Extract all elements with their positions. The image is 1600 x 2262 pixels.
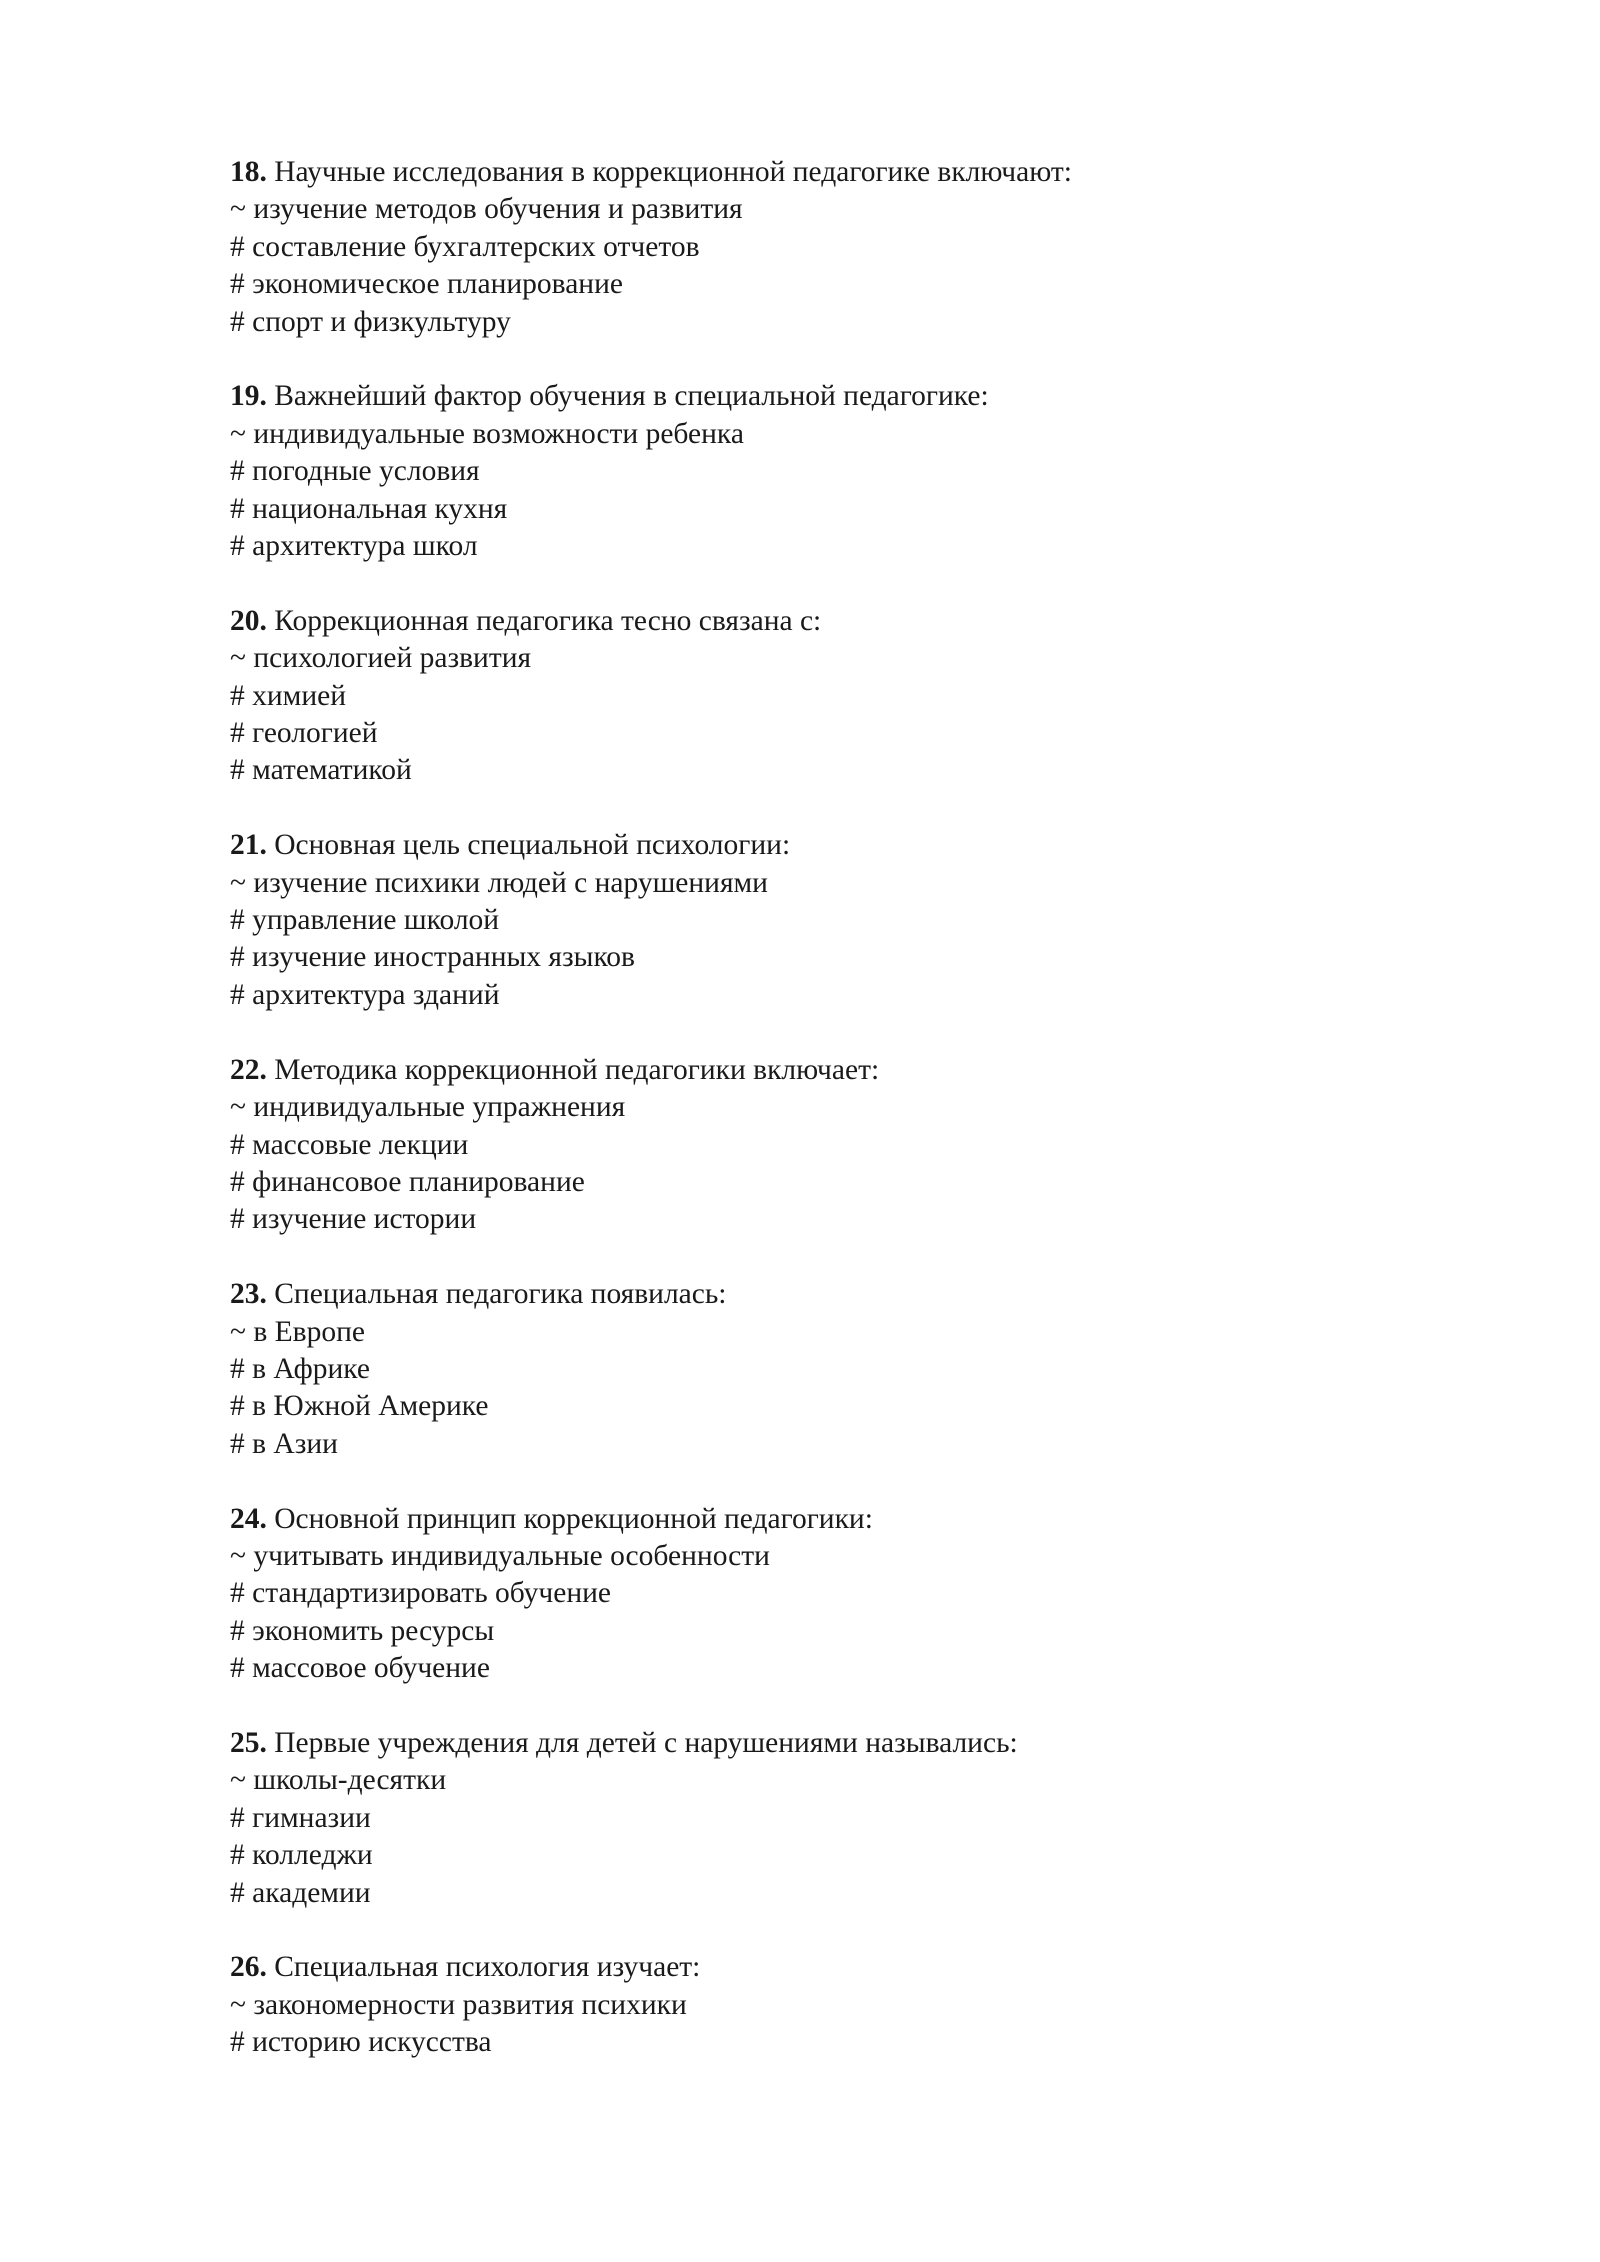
question-text: Основная цель специальной психологии: [274, 829, 791, 862]
question-number: 18. [230, 156, 267, 188]
answer-option: # управление школой [230, 904, 500, 937]
answer-option: # изучение иностранных языков [230, 941, 635, 974]
question-21 [230, 827, 1430, 1014]
question-heading [230, 1725, 1430, 1762]
question-text: Методика коррекционной педагогики включает: [274, 1053, 880, 1086]
answer-option: # стандартизировать обучение [230, 1577, 612, 1610]
answer-option: # в Южной Америке [230, 1390, 489, 1423]
answer-option: ~ закономерности развития психики [230, 1988, 687, 2021]
document-page [230, 154, 1430, 2099]
answer-option: # составление бухгалтерских отчетов [230, 230, 700, 263]
question-22 [230, 1052, 1430, 1239]
answer-option: # массовые лекции [230, 1128, 469, 1161]
answer-option: ~ изучение методов обучения и развития [230, 193, 743, 226]
question-18 [230, 154, 1430, 341]
question-19 [230, 378, 1430, 565]
question-text: Научные исследования в коррекционной педагогике включают: [274, 156, 1072, 188]
answer-option: # архитектура зданий [230, 978, 500, 1011]
answer-option: # экономическое планирование [230, 268, 623, 301]
answer-option: # архитектура школ [230, 530, 478, 563]
question-heading [230, 827, 1430, 864]
answer-option: ~ психологией развития [230, 642, 532, 675]
question-number: 24. [230, 1502, 267, 1535]
answer-option: # национальная кухня [230, 492, 508, 525]
question-heading [230, 1501, 1430, 1538]
answer-option: # историю искусства [230, 2026, 492, 2059]
answer-option: # гимназии [230, 1801, 371, 1834]
question-text: Важнейший фактор обучения в специальной педагогике: [274, 380, 989, 413]
question-23 [230, 1276, 1430, 1463]
question-text: Коррекционная педагогика тесно связана с: [274, 604, 822, 637]
question-text: Специальная педагогика появилась: [274, 1278, 727, 1311]
answer-option: # в Африке [230, 1352, 370, 1385]
question-24 [230, 1501, 1430, 1688]
answer-option: ~ учитывать индивидуальные особенности [230, 1539, 770, 1572]
question-heading [230, 1276, 1430, 1313]
question-heading [230, 154, 1430, 191]
question-heading [230, 603, 1430, 640]
answer-option: # экономить ресурсы [230, 1614, 495, 1647]
question-heading [230, 1949, 1430, 1986]
question-number: 26. [230, 1951, 267, 1984]
question-20 [230, 603, 1430, 790]
answer-option: # геологией [230, 717, 378, 750]
answer-option: # спорт и физкультуру [230, 305, 511, 338]
question-number: 21. [230, 829, 267, 862]
answer-option: # в Азии [230, 1427, 338, 1460]
answer-option: # химией [230, 679, 346, 712]
answer-option: ~ индивидуальные возможности ребенка [230, 417, 744, 450]
answer-option: # математикой [230, 754, 412, 787]
question-26 [230, 1949, 1430, 2061]
answer-option: ~ в Европе [230, 1315, 365, 1348]
question-number: 23. [230, 1278, 267, 1311]
question-number: 22. [230, 1053, 267, 1086]
answer-option: # финансовое планирование [230, 1165, 585, 1198]
question-number: 19. [230, 380, 267, 413]
question-text: Специальная психология изучает: [274, 1951, 701, 1984]
answer-option: # массовое обучение [230, 1652, 490, 1685]
question-text: Основной принцип коррекционной педагогики: [274, 1502, 873, 1535]
question-text: Первые учреждения для детей с нарушениями назывались: [274, 1726, 1018, 1759]
answer-option: ~ школы-десятки [230, 1764, 447, 1797]
answer-option: ~ изучение психики людей с нарушениями [230, 866, 768, 899]
question-25 [230, 1725, 1430, 1912]
question-heading [230, 378, 1430, 415]
question-number: 20. [230, 604, 267, 637]
answer-option: # погодные условия [230, 455, 480, 488]
question-heading [230, 1052, 1430, 1089]
answer-option: # изучение истории [230, 1203, 477, 1236]
answer-option: # колледжи [230, 1839, 373, 1872]
question-number: 25. [230, 1726, 267, 1759]
answer-option: ~ индивидуальные упражнения [230, 1091, 626, 1124]
answer-option: # академии [230, 1876, 371, 1909]
